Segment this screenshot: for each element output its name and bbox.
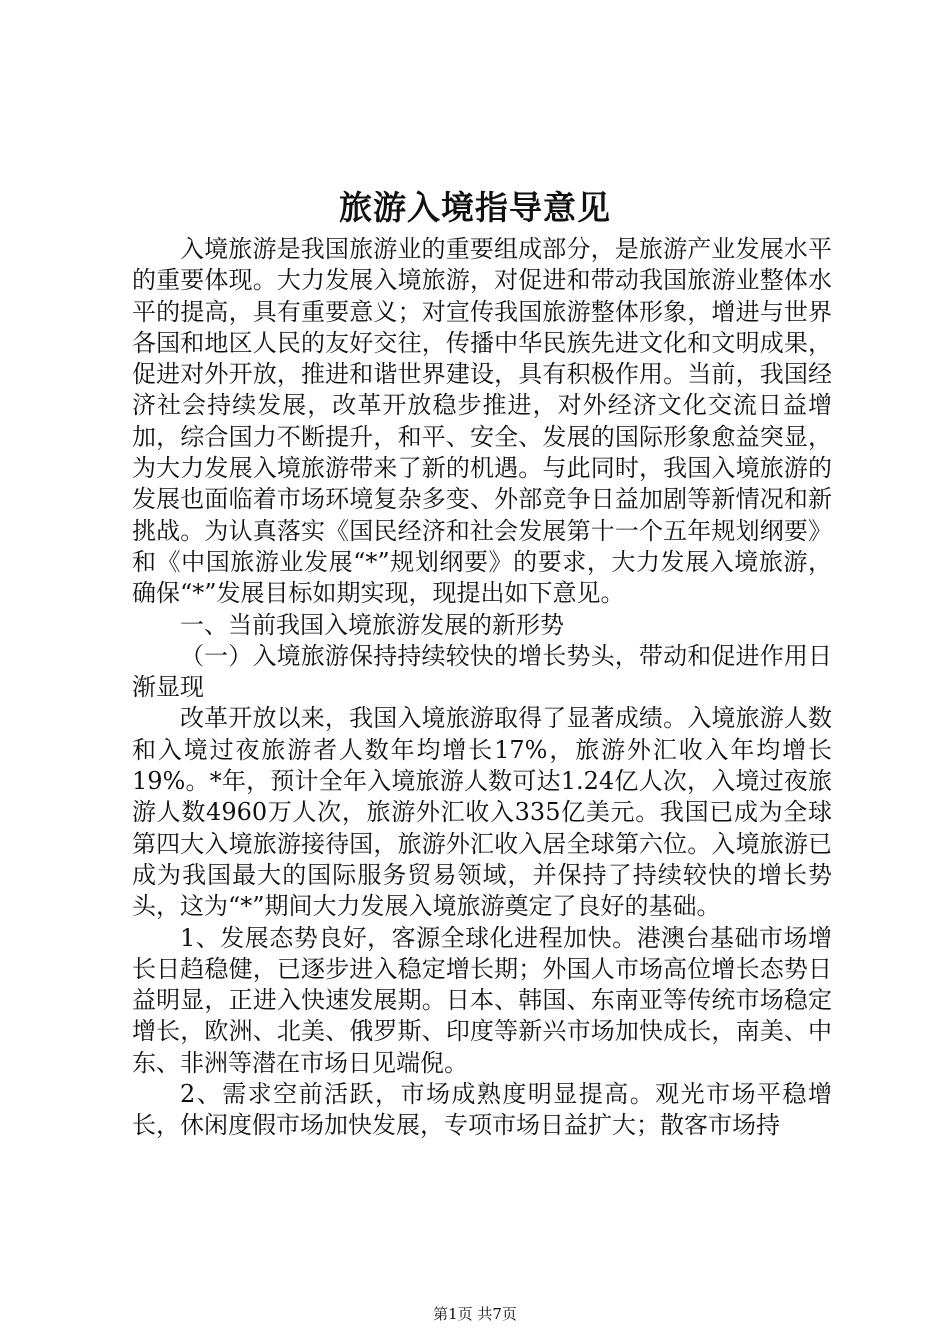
document-body — [132, 234, 832, 1142]
page-number: 第1页 共7页 — [433, 1305, 517, 1323]
paragraph-point-1: 1、发展态势良好，客源全球化进程加快。港澳台基础市场增长日趋稳健，已逐步进入稳定增长期；外国人市场高位增长态势日益明显，正进入快速发展期。日本、韩国、东南亚等传统市场稳定增长，欧洲、北美、俄罗斯、印度等新兴市场加快成长，南美、中东、非洲等潜在市场日见端倪。 — [132, 923, 832, 1077]
paragraph-point-2: 2、需求空前活跃，市场成熟度明显提高。观光市场平稳增长，休闲度假市场加快发展，专项市场日益扩大；散客市场持 — [132, 1080, 832, 1140]
subsection-heading: （一）入境旅游保持持续较快的增长势头，带动和促进作用日渐显现 — [132, 641, 832, 702]
paragraph-achievements: 改革开放以来，我国入境旅游取得了显著成绩。入境旅游人数和入境过夜旅游者人数年均增长17%，旅游外汇收入年均增长19%。*年，预计全年入境旅游人数可达1.24亿人次，入境过夜旅游人数4960万人次，旅游外汇收入335亿美元。我国已成为全球第四大入境旅游接待国，旅游外汇收入居全球第六位。入境旅游已成为我国最大的国际服务贸易领域，并保持了持续较快的增长势头，这为“*”期间大力发展入境旅游奠定了良好的基础。 — [132, 704, 832, 921]
section-heading: 一、当前我国入境旅游发展的新形势 — [180, 610, 564, 639]
paragraph-intro: 入境旅游是我国旅游业的重要组成部分，是旅游产业发展水平的重要体现。大力发展入境旅游，对促进和带动我国旅游业整体水平的提高，具有重要意义；对宣传我国旅游整体形象，增进与世界各国和地区人民的友好交往，传播中华民族先进文化和文明成果，促进对外开放，推进和谐世界建设，具有积极作用。当前，我国经济社会持续发展，改革开放稳步推进，对外经济文化交流日益增加，综合国力不断提升，和平、安全、发展的国际形象愈益突显，为大力发展入境旅游带来了新的机遇。与此同时，我国入境旅游的发展也面临着市场环境复杂多变、外部竞争日益加剧等新情况和新挑战。为认真落实《国民经济和社会发展第十一个五年规划纲要》和《中国旅游业发展“*”规划纲要》的要求，大力发展入境旅游，确保“*”发展目标如期实现，现提出如下意见。 — [132, 235, 832, 608]
document-title: 旅游入境指导意见 — [339, 188, 611, 227]
